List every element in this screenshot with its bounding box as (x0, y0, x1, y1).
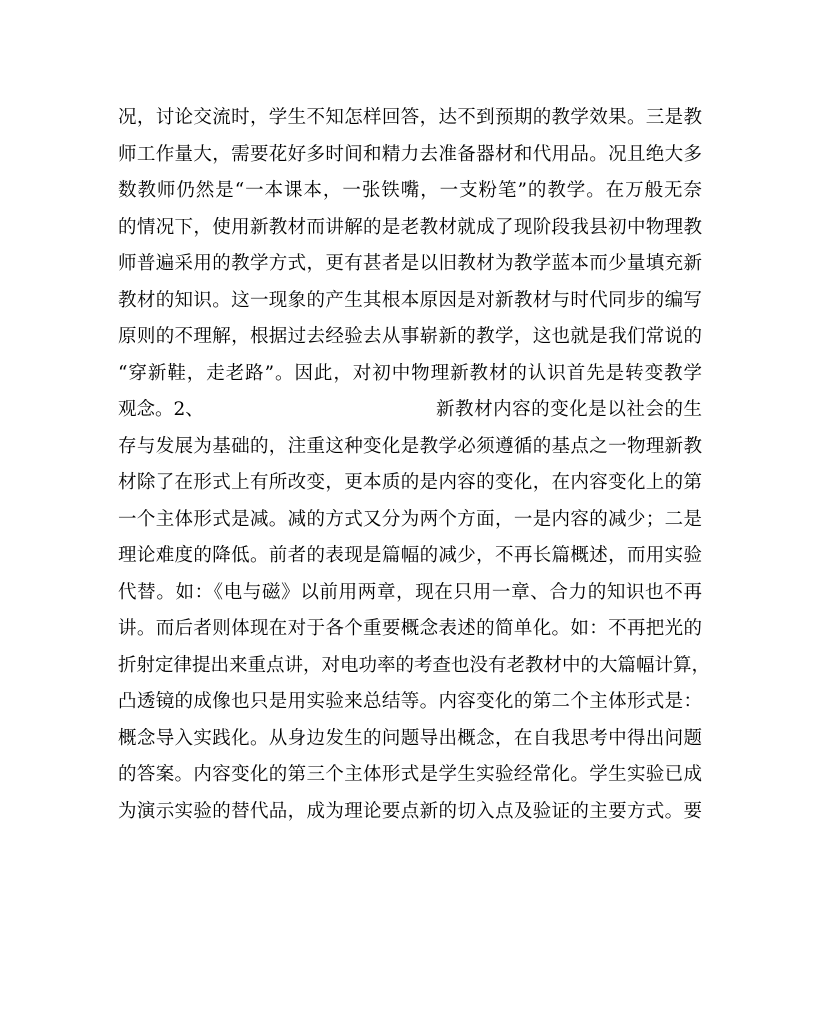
text-line: 教材的知识。这一现象的产生其根本原因是对新教材与时代同步的编写 (118, 289, 702, 311)
text-segment-left: 观念。2、 (118, 399, 204, 420)
text-line: 概念导入实践化。从身边发生的问题导出概念，在自我思考中得出问题 (118, 727, 702, 749)
text-line: “穿新鞋，走老路”。因此，对初中物理新教材的认识首先是转变教学 (118, 362, 702, 384)
text-line: 凸透镜的成像也只是用实验来总结等。内容变化的第二个主体形式是： (118, 691, 702, 712)
text-line: 折射定律提出来重点讲，对电功率的考查也没有老教材中的大篇幅计算， (118, 654, 711, 676)
text-line: 师普遍采用的教学方式，更有甚者是以旧教材为教学蓝本而少量填充新 (118, 253, 702, 274)
text-line: 况，讨论交流时，学生不知怎样回答，达不到预期的教学效果。三是教 (118, 107, 702, 128)
text-line: 师工作量大，需要花好多时间和精力去准备器材和代用品。况且绝大多 (118, 143, 702, 165)
text-line: 的答案。内容变化的第三个主体形式是学生实验经常化。学生实验已成 (118, 764, 702, 785)
text-line: 讲。而后者则体现在对于各个重要概念表述的简单化。如：不再把光的 (118, 618, 702, 639)
text-line: 代替。如：《电与磁》以前用两章，现在只用一章、合力的知识也不再 (118, 581, 702, 603)
text-line: 数教师仍然是“一本课本，一张铁嘴，一支粉笔”的教学。在万般无奈 (118, 180, 702, 201)
text-segment-right: 新教材内容的变化是以社会的生 (436, 399, 702, 420)
text-line: 的情况下，使用新教材而讲解的是老教材就成了现阶段我县初中物理教 (118, 216, 702, 238)
text-line: 存与发展为基础的，注重这种变化是教学必须遵循的基点之一物理新教 (118, 435, 702, 457)
body-text (118, 100, 711, 830)
text-line-split (118, 392, 702, 429)
text-line: 为演示实验的替代品，成为理论要点新的切入点及验证的主要方式。要 (118, 800, 702, 822)
text-line: 材除了在形式上有所改变，更本质的是内容的变化，在内容变化上的第 (118, 472, 702, 493)
text-line: 原则的不理解，根据过去经验去从事崭新的教学，这也就是我们常说的 (118, 326, 702, 347)
text-line: 一个主体形式是减。减的方式又分为两个方面，一是内容的减少；二是 (118, 508, 702, 530)
text-line: 理论难度的降低。前者的表现是篇幅的减少，不再长篇概述，而用实验 (118, 545, 702, 566)
